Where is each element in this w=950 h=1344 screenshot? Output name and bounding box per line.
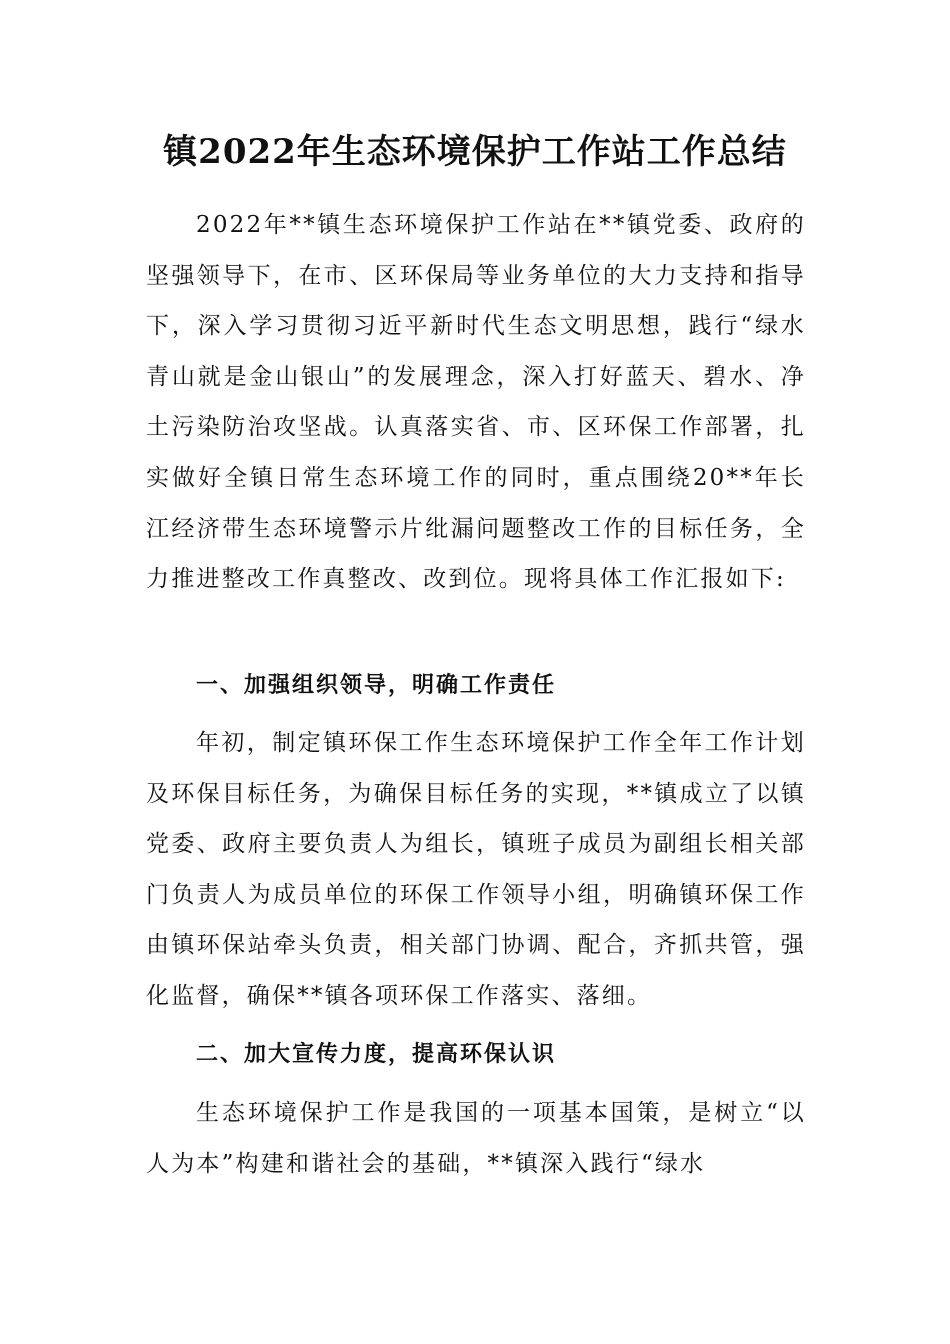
- paragraph-section-2: 生态环境保护工作是我国的一项基本国策，是树立“以人为本”构建和谐社会的基础，**镇深入践行“绿水: [146, 1100, 806, 1177]
- section-heading-1: 一、加强组织领导，明确工作责任: [196, 673, 557, 698]
- paragraph-intro: 2022年**镇生态环境保护工作站在**镇党委、政府的坚强领导下，在市、区环保局等业务单位的大力支持和指导下，深入学习贯彻习近平新时代生态文明思想，践行“绿水青山就是金山银山”的发展理念，深入打好蓝天、碧水、净土污染防治攻坚战。认真落实省、市、区环保工作部署，扎实做好全镇日常生态环境工作的同时，重点围绕20**年长江经济带生态环境警示片纰漏问题整改工作的目标任务，全力推进整改工作真整改、改到位。现将具体工作汇报如下:: [146, 212, 806, 593]
- paragraph-section-1: 年初，制定镇环保工作生态环境保护工作全年工作计划及环保目标任务，为确保目标任务的实现，**镇成立了以镇党委、政府主要负责人为组长，镇班子成员为副组长相关部门负责人为成员单位的环保工作领导小组，明确镇环保工作由镇环保站牵头负责，相关部门协调、配合，齐抓共管，强化监督，确保**镇各项环保工作落实、落细。: [146, 730, 806, 1009]
- document-title: 镇2022年生态环境保护工作站工作总结: [163, 132, 787, 172]
- section-heading-2: 二、加大宣传力度，提高环保认识: [196, 1042, 557, 1067]
